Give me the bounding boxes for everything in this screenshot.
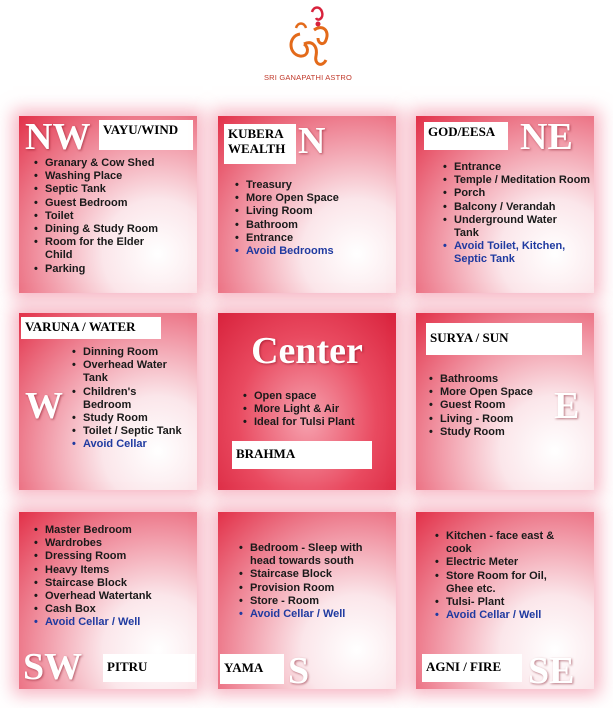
list-item: • Staircase Block [238,568,388,581]
list-item: • Living Room [234,205,392,218]
label-w: VARUNA / WATER [21,317,161,339]
avoid-item: • Avoid Toilet, Kitchen, Septic Tank [442,240,590,266]
list-item: • Bathroom [234,219,392,232]
list-item: • Washing Place [33,170,193,183]
list-item: • Open space [242,390,392,403]
cell-n [218,116,396,293]
list-item: • Staircase Block [33,577,193,590]
list-item: • Treasury [234,179,392,192]
list-item: • Granary & Cow Shed [33,157,193,170]
list-item: • Balcony / Verandah [442,201,592,214]
list-item: • Room for the Elder Child [33,236,163,262]
avoid-item: • Avoid Cellar [71,438,195,451]
list-item: • Study Room [71,412,195,425]
list-item: • Living - Room [428,413,578,426]
direction-nw: NW [25,116,91,158]
label-e: SURYA / SUN [426,323,582,355]
label-s: YAMA [220,654,284,684]
label-sw: PITRU [103,654,195,682]
list-item: • Study Room [428,426,578,439]
list-item: • More Open Space [234,192,392,205]
cell-nw [19,116,197,293]
direction-s: S [288,650,310,689]
avoid-item: • Avoid Cellar / Well [33,616,193,629]
list-item: • Underground Water Tank [442,214,582,240]
brand-name: SRI GANAPATHI ASTRO [263,73,353,82]
list-center [242,390,392,430]
cell-w [19,313,197,490]
cell-s [218,512,396,689]
avoid-item: • Avoid Cellar / Well [238,608,388,621]
list-item: • Kitchen - face east & cook [434,530,576,556]
list-item: • Parking [33,263,193,276]
direction-e: E [554,385,580,427]
avoid-item: • Avoid Cellar / Well [434,609,590,622]
cell-se [416,512,594,689]
cell-e [416,313,594,490]
direction-w: W [25,385,63,427]
list-item: • Store - Room [238,595,388,608]
direction-se: SE [528,650,575,689]
cell-center [218,313,396,490]
brand-logo [258,4,358,94]
list-item: • Temple / Meditation Room [442,174,592,187]
list-item: • Dressing Room [33,550,193,563]
cell-ne [416,116,594,293]
list-item: • Dinning Room [71,346,195,359]
list-item: • Electric Meter [434,556,590,569]
label-se: AGNI / FIRE [422,654,522,682]
list-item: • Bedroom - Sleep with head towards south [238,542,388,568]
label-ne: GOD/EESA [424,122,508,150]
list-item: • Entrance [442,161,592,174]
list-item: • Entrance [234,232,392,245]
cell-sw [19,512,197,689]
list-item: • Toilet / Septic Tank [71,425,195,438]
list-item: • Children's Bedroom [71,386,163,412]
ganapathi-logo-icon [278,4,338,72]
list-nw [33,157,193,276]
center-title: Center [251,330,363,372]
list-item: • Store Room for Oil, Ghee etc. [434,570,574,596]
list-s [238,542,388,621]
list-item: • More Light & Air [242,403,392,416]
list-item: • Guest Bedroom [33,197,193,210]
list-item: • More Open Space [428,386,578,399]
list-item: • Guest Room [428,399,578,412]
label-center: BRAHMA [232,441,372,469]
list-item: • Bathrooms [428,373,578,386]
list-item: • Overhead Watertank [33,590,193,603]
list-item: • Overhead Water Tank [71,359,183,385]
direction-sw: SW [23,646,83,688]
list-item: • Porch [442,187,592,200]
list-item: • Septic Tank [33,183,193,196]
list-se [434,530,590,622]
list-item: • Wardrobes [33,537,193,550]
direction-ne: NE [520,116,573,158]
avoid-item: • Avoid Bedrooms [234,245,392,258]
list-item: • Ideal for Tulsi Plant [242,416,392,429]
list-ne [442,161,592,267]
label-n: KUBERA WEALTH [224,124,296,164]
list-item: • Master Bedroom [33,524,193,537]
label-nw: VAYU/WIND [99,120,193,150]
list-item: • Provision Room [238,582,388,595]
list-item: • Toilet [33,210,193,223]
list-n [234,179,392,258]
list-item: • Tulsi- Plant [434,596,590,609]
list-item: • Dining & Study Room [33,223,193,236]
list-item: • Cash Box [33,603,193,616]
list-w [71,346,195,452]
list-sw [33,524,193,630]
direction-n: N [298,120,326,162]
list-e [428,373,578,439]
list-item: • Heavy Items [33,564,193,577]
